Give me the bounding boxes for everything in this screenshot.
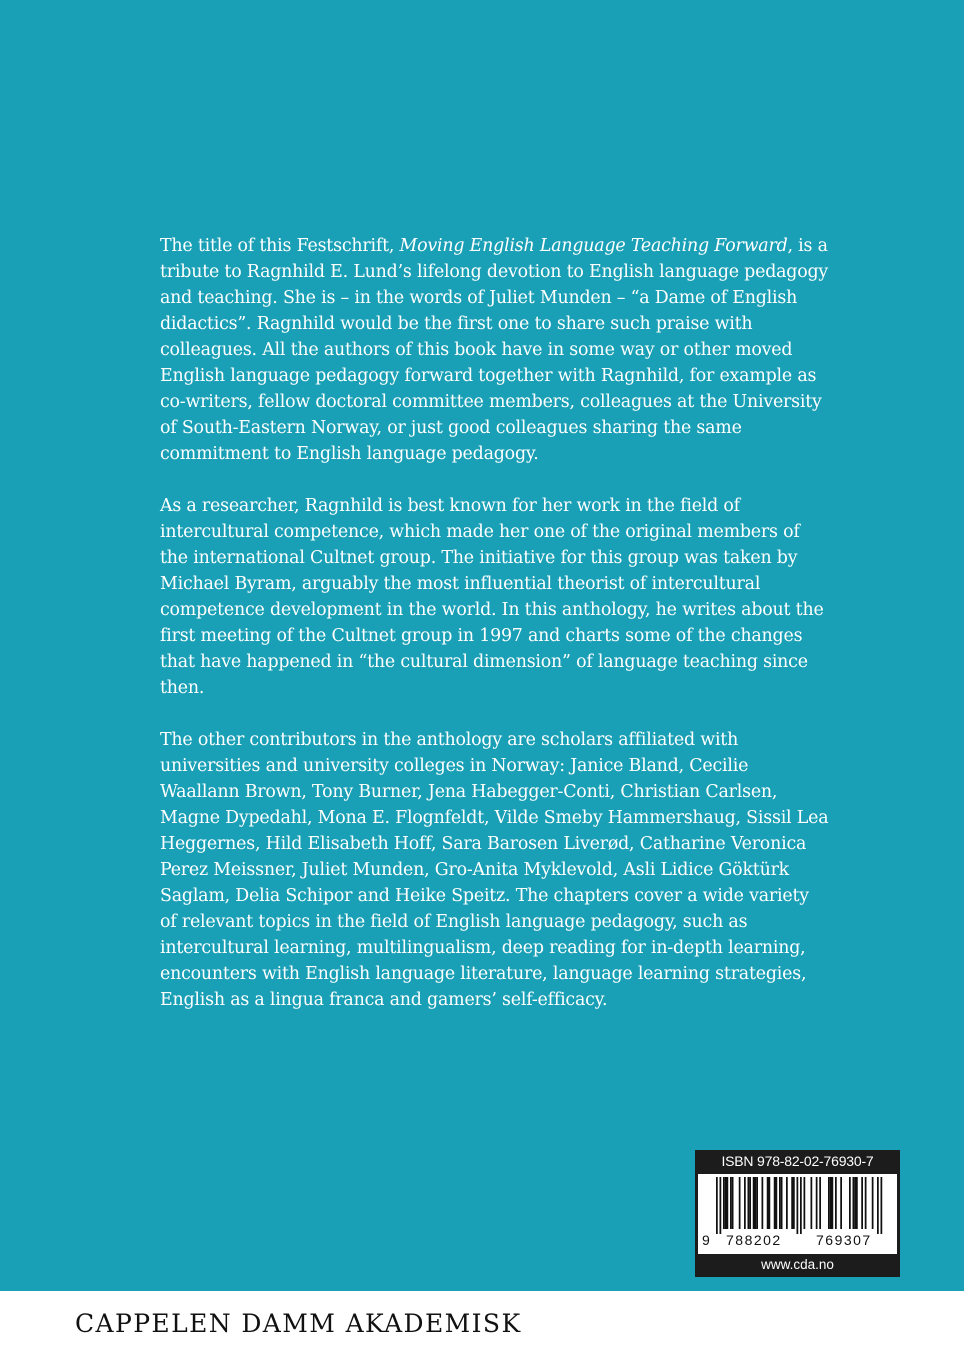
blurb-p1-intro: The title of this Festschrift, [160,236,400,256]
isbn-label: ISBN 978-82-02-76930-7 [721,1153,874,1169]
barcode-digits-right: 769307 [816,1232,872,1248]
barcode-bar [725,1177,727,1229]
barcode-bar [727,1177,729,1229]
barcode-bar [849,1177,851,1229]
book-title: Moving English Language Teaching Forward [399,236,788,256]
barcode-bar [872,1177,874,1229]
barcode-bar [865,1177,867,1229]
barcode-bar [881,1177,883,1234]
publisher-logo: CAPPELEN DAMM AKADEMISK [75,1309,522,1338]
barcode-bar [853,1177,855,1229]
barcode-digits [698,1232,897,1252]
barcode-bar [840,1177,842,1229]
blurb-paragraph-1 [160,233,830,467]
blurb-p1-rest: , is a tribute to Ragnhild E. Lund’s lifelong devotion to English language pedagogy and teaching. She is – in the words of Juliet Munden – “a Dame of English didactics”. Ragnhild would be the first one to share such praise with colleagues. All the authors of this book have in some way or other moved English language pedagogy forward together with Ragnhild, for example as co-writers, fellow doctoral committee members, colleagues at the University of South-Eastern Norway, or just good colleagues sharing the same commitment to English language pedagogy. [160,236,829,464]
barcode-bar [776,1177,778,1229]
barcode-bar [749,1177,751,1229]
barcode-bar [835,1177,837,1229]
barcode-bar [786,1177,788,1229]
barcode-bar [774,1177,776,1229]
blurb-text [160,233,830,1013]
barcode-bar [800,1177,802,1234]
barcode-bar [854,1177,856,1229]
barcode-bar [791,1177,793,1229]
barcode-bar [732,1177,734,1229]
barcode-bar [739,1177,741,1229]
barcode-bar [861,1177,863,1229]
barcode-bar [769,1177,771,1229]
barcode-bar [856,1177,858,1229]
barcode-bar [819,1177,821,1229]
barcode-bar [748,1177,750,1229]
barcode-bar [730,1177,732,1229]
barcode-bar [781,1177,783,1229]
barcode-digits-left: 788202 [726,1232,782,1248]
barcode-bar [816,1177,818,1229]
barcode-bar [720,1177,722,1234]
blurb-paragraph-2: As a researcher, Ragnhild is best known for her work in the field of intercultural competence, which made her one of the original members of the international Cultnet group. The initiative for this group was taken by Michael Byram, arguably the most influential theorist of intercultural competence development in the world. In this anthology, he writes about the first meeting of the Cultnet group in 1997 and charts some of the changes that have happened in “the cultural dimension” of language teaching since then. [160,496,824,698]
barcode-bar [804,1177,806,1229]
barcode-bar [756,1177,758,1229]
barcode-bar [779,1177,781,1229]
publisher-url: www.cda.no [761,1257,834,1272]
isbn-block [695,1150,900,1277]
barcode-bars [698,1174,897,1234]
barcode-bar [832,1177,834,1229]
barcode-bar [723,1177,725,1229]
blurb-paragraph-3: The other contributors in the anthology are scholars affiliated with universities and university colleges in Norway: Janice Bland, Cecilie Waallann Brown, Tony Burner, Jena Habegger-Conti, Christian Carlsen, Magne Dypedahl, Mona E. Flognfeldt, Vilde Smeby Hammershaug, Sissil Lea Heggernes, Hild Elisabeth Hoff, Sara Barosen Liverød, Catharine Veronica Perez Meissner, Juliet Munden, Gro-Anita Myklevold, Asli Lidice Göktürk Saglam, Delia Schipor and Heike Speitz. The chapters cover a wide variety of relevant topics in the field of English language pedagogy, such as intercultural learning, multilingualism, deep reading for in-depth learning, encounters with English language literature, language learning strategies, English as a lingua franca and gamers’ self-efficacy. [160,730,829,1010]
barcode-digit-first: 9 [702,1232,712,1248]
barcode-bar [716,1177,718,1234]
barcode-bar [797,1177,799,1234]
barcode-bar [744,1177,746,1229]
barcode-bar [877,1177,879,1234]
barcode [698,1174,897,1254]
barcode-bar [793,1177,795,1229]
barcode-bar [755,1177,757,1229]
barcode-bar [828,1177,830,1229]
barcode-bar [762,1177,764,1229]
barcode-bar [811,1177,813,1229]
barcode-bar [830,1177,832,1229]
barcode-bar [753,1177,755,1229]
barcode-bar [767,1177,769,1229]
